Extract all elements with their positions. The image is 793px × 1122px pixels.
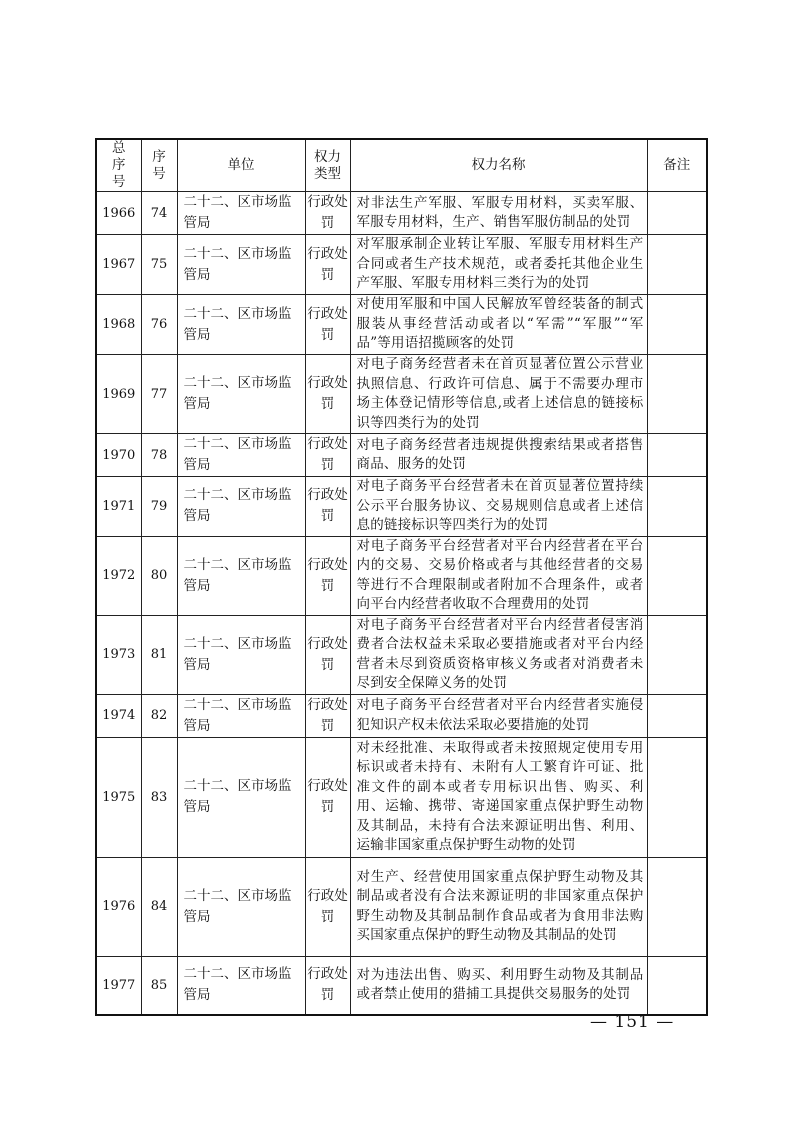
table-row xyxy=(96,694,707,737)
total-no-cell: 1971 xyxy=(96,477,141,537)
power-type-cell: 行政处罚 xyxy=(305,235,350,295)
power-name-cell: 对电子商务平台经营者对平台内经营者在平台内的交易、交易价格或者与其他经营者的交易等进行不合理限制或者附加不合理条件，或者向平台内经营者收取不合理费用的处罚 xyxy=(350,536,647,615)
power-type-cell: 行政处罚 xyxy=(305,434,350,477)
seq-no-cell: 75 xyxy=(141,235,177,295)
remark-cell xyxy=(647,434,707,477)
power-name-cell: 对电子商务平台经营者对平台内经营者实施侵犯知识产权未依法采取必要措施的处罚 xyxy=(350,694,647,737)
unit-cell: 二十二、区市场监管局 xyxy=(177,235,305,295)
table-header-row xyxy=(96,139,707,192)
seq-no-cell: 77 xyxy=(141,355,177,434)
power-type-cell: 行政处罚 xyxy=(305,355,350,434)
unit-cell: 二十二、区市场监管局 xyxy=(177,536,305,615)
unit-cell: 二十二、区市场监管局 xyxy=(177,355,305,434)
table-row xyxy=(96,737,707,857)
remark-cell xyxy=(647,477,707,537)
power-type-cell: 行政处罚 xyxy=(305,694,350,737)
total-no-cell: 1975 xyxy=(96,737,141,857)
page-number: — 151 — xyxy=(590,1012,675,1032)
remark-cell xyxy=(647,192,707,235)
power-type-cell: 行政处罚 xyxy=(305,192,350,235)
table-row xyxy=(96,615,707,694)
total-no-cell: 1966 xyxy=(96,192,141,235)
power-type-cell: 行政处罚 xyxy=(305,536,350,615)
unit-cell: 二十二、区市场监管局 xyxy=(177,192,305,235)
remark-cell xyxy=(647,615,707,694)
total-no-cell: 1969 xyxy=(96,355,141,434)
table-row xyxy=(96,536,707,615)
power-type-cell: 行政处罚 xyxy=(305,956,350,1015)
seq-no-cell: 79 xyxy=(141,477,177,537)
total-no-cell: 1977 xyxy=(96,956,141,1015)
power-type-cell: 行政处罚 xyxy=(305,477,350,537)
seq-no-cell: 85 xyxy=(141,956,177,1015)
unit-cell: 二十二、区市场监管局 xyxy=(177,737,305,857)
total-no-cell: 1976 xyxy=(96,857,141,956)
total-no-cell: 1968 xyxy=(96,295,141,355)
power-type-cell: 行政处罚 xyxy=(305,295,350,355)
table-row xyxy=(96,192,707,235)
table-row xyxy=(96,434,707,477)
remark-cell xyxy=(647,737,707,857)
seq-no-cell: 74 xyxy=(141,192,177,235)
unit-cell: 二十二、区市场监管局 xyxy=(177,857,305,956)
power-name-cell: 对为违法出售、购买、利用野生动物及其制品或者禁止使用的猎捕工具提供交易服务的处罚 xyxy=(350,956,647,1015)
seq-no-cell: 82 xyxy=(141,694,177,737)
power-name-cell: 对电子商务平台经营者对平台内经营者侵害消费者合法权益未采取必要措施或者对平台内经营者未尽到资质资格审核义务或者对消费者未尽到安全保障义务的处罚 xyxy=(350,615,647,694)
unit-cell: 二十二、区市场监管局 xyxy=(177,956,305,1015)
seq-no-cell: 78 xyxy=(141,434,177,477)
remark-cell xyxy=(647,295,707,355)
seq-no-cell: 84 xyxy=(141,857,177,956)
header-seq-no: 序号 xyxy=(141,139,177,192)
header-remark: 备注 xyxy=(647,139,707,192)
remark-cell xyxy=(647,355,707,434)
table-row xyxy=(96,956,707,1015)
power-name-cell: 对非法生产军服、军服专用材料，买卖军服、军服专用材料，生产、销售军服仿制品的处罚 xyxy=(350,192,647,235)
power-name-cell: 对电子商务经营者未在首页显著位置公示营业执照信息、行政许可信息、属于不需要办理市场主体登记情形等信息,或者上述信息的链接标识等四类行为的处罚 xyxy=(350,355,647,434)
table-row xyxy=(96,235,707,295)
table-row xyxy=(96,857,707,956)
power-type-cell: 行政处罚 xyxy=(305,857,350,956)
unit-cell: 二十二、区市场监管局 xyxy=(177,477,305,537)
remark-cell xyxy=(647,694,707,737)
seq-no-cell: 81 xyxy=(141,615,177,694)
seq-no-cell: 83 xyxy=(141,737,177,857)
header-power-type: 权力类型 xyxy=(305,139,350,192)
unit-cell: 二十二、区市场监管局 xyxy=(177,434,305,477)
header-power-name: 权力名称 xyxy=(350,139,647,192)
remark-cell xyxy=(647,536,707,615)
power-list-table xyxy=(95,138,708,1016)
table-body xyxy=(96,192,707,1016)
remark-cell xyxy=(647,956,707,1015)
header-unit: 单位 xyxy=(177,139,305,192)
power-name-cell: 对使用军服和中国人民解放军曾经装备的制式服装从事经营活动或者以“军需”“军服”“军品”等用语招揽顾客的处罚 xyxy=(350,295,647,355)
table-row xyxy=(96,295,707,355)
total-no-cell: 1970 xyxy=(96,434,141,477)
power-name-cell: 对未经批准、未取得或者未按照规定使用专用标识或者未持有、未附有人工繁育许可证、批准文件的副本或者专用标识出售、购买、利用、运输、携带、寄递国家重点保护野生动物及其制品，未持有合法来源证明出售、利用、运输非国家重点保护野生动物的处罚 xyxy=(350,737,647,857)
table-row xyxy=(96,355,707,434)
seq-no-cell: 76 xyxy=(141,295,177,355)
power-name-cell: 对电子商务平台经营者未在首页显著位置持续公示平台服务协议、交易规则信息或者上述信息的链接标识等四类行为的处罚 xyxy=(350,477,647,537)
power-name-cell: 对军服承制企业转让军服、军服专用材料生产合同或者生产技术规范，或者委托其他企业生产军服、军服专用材料三类行为的处罚 xyxy=(350,235,647,295)
power-name-cell: 对生产、经营使用国家重点保护野生动物及其制品或者没有合法来源证明的非国家重点保护野生动物及其制品制作食品或者为食用非法购买国家重点保护的野生动物及其制品的处罚 xyxy=(350,857,647,956)
total-no-cell: 1967 xyxy=(96,235,141,295)
power-type-cell: 行政处罚 xyxy=(305,737,350,857)
unit-cell: 二十二、区市场监管局 xyxy=(177,694,305,737)
power-type-cell: 行政处罚 xyxy=(305,615,350,694)
total-no-cell: 1974 xyxy=(96,694,141,737)
unit-cell: 二十二、区市场监管局 xyxy=(177,295,305,355)
total-no-cell: 1972 xyxy=(96,536,141,615)
seq-no-cell: 80 xyxy=(141,536,177,615)
table-row xyxy=(96,477,707,537)
remark-cell xyxy=(647,235,707,295)
total-no-cell: 1973 xyxy=(96,615,141,694)
unit-cell: 二十二、区市场监管局 xyxy=(177,615,305,694)
remark-cell xyxy=(647,857,707,956)
header-total-no: 总序号 xyxy=(96,139,141,192)
power-name-cell: 对电子商务经营者违规提供搜索结果或者搭售商品、服务的处罚 xyxy=(350,434,647,477)
